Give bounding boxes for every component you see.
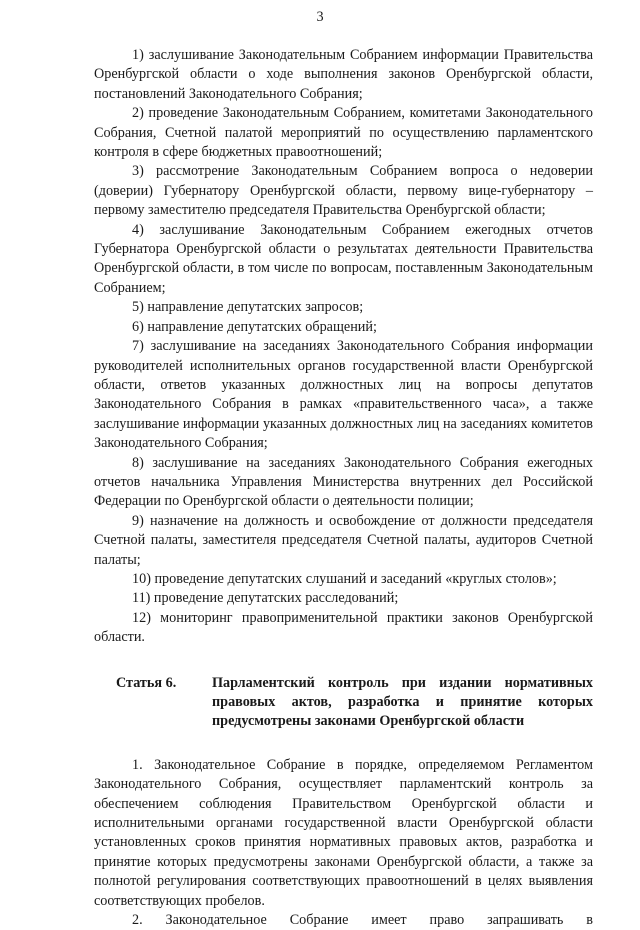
list-item: 10) проведение депутатских слушаний и заседаний «круглых столов»; — [132, 570, 557, 587]
list-item: 8) заслушивание на заседаниях Законодательного Собрания ежегодных отчетов начальника Управления Министерства внутренних дел Российской Федерации по Оренбургской области о деятельности полиции; — [94, 454, 593, 510]
article-paragraph: 1. Законодательное Собрание в порядке, определяемом Регламентом Законодательного Собрания, осуществляет парламентский контроль за обеспечением соблюдения Правительством Оренбургской области и исполнительными органами государственной власти Оренбургской области установленных сроков принятия нормативных правовых актов, разработка и принятие которых предусмотрены законами Оренбургской области, а также за полнотой регулирования соответствующих правоотношений в целях выявления соответствующих пробелов. — [94, 756, 593, 909]
article-number: Статья 6. — [116, 674, 177, 691]
list-item: 5) направление депутатских запросов; — [132, 299, 364, 316]
list-item: 3) рассмотрение Законодательным Собранием вопроса о недоверии (доверии) Губернатору Оренбургской области, первому вице-губернатору – первому заместителю председателя Правительства Оренбургской области; — [94, 163, 593, 219]
list-item: 7) заслушивание на заседаниях Законодательного Собрания информации руководителей исполнительных органов государственной власти Оренбургской области, ответов указанных должностных лиц на вопросы депутатов Законодательного Собрания в рамках «правительственного часа», а также заслушивание информации указанных должностных лиц на заседаниях комитетов Законодательного Собрания; — [94, 338, 593, 452]
list-item: 12) мониторинг правоприменительной практики законов Оренбургской области. — [94, 609, 593, 646]
document-body — [94, 46, 593, 930]
article-title: Парламентский контроль при издании нормативных правовых актов, разработка и принятие которых предусмотрены законами Оренбургской области — [212, 674, 593, 730]
page-number: 3 — [316, 9, 324, 25]
list-item: 11) проведение депутатских расследований; — [132, 590, 399, 607]
list-item: 9) назначение на должность и освобождение от должности председателя Счетной палаты, заместителя председателя Счетной палаты, аудиторов Счетной палаты; — [94, 512, 593, 568]
list-item: 6) направление депутатских обращений; — [132, 318, 377, 335]
article-paragraph: 2. Законодательное Собрание имеет право запрашивать в — [132, 912, 593, 929]
article-heading — [94, 674, 593, 732]
list-item: 4) заслушивание Законодательным Собранием ежегодных отчетов Губернатора Оренбургской области о результатах деятельности Правительства Оренбургской области, в том числе по вопросам, поставленным Законодательным Собранием; — [94, 221, 593, 296]
list-item: 1) заслушивание Законодательным Собранием информации Правительства Оренбургской области о ходе выполнения законов Оренбургской области, постановлений Законодательного Собрания; — [94, 47, 593, 102]
list-item: 2) проведение Законодательным Собранием, комитетами Законодательного Собрания, Счетной палатой мероприятий по осуществлению парламентского контроля в сфере бюджетных правоотношений; — [94, 105, 593, 161]
